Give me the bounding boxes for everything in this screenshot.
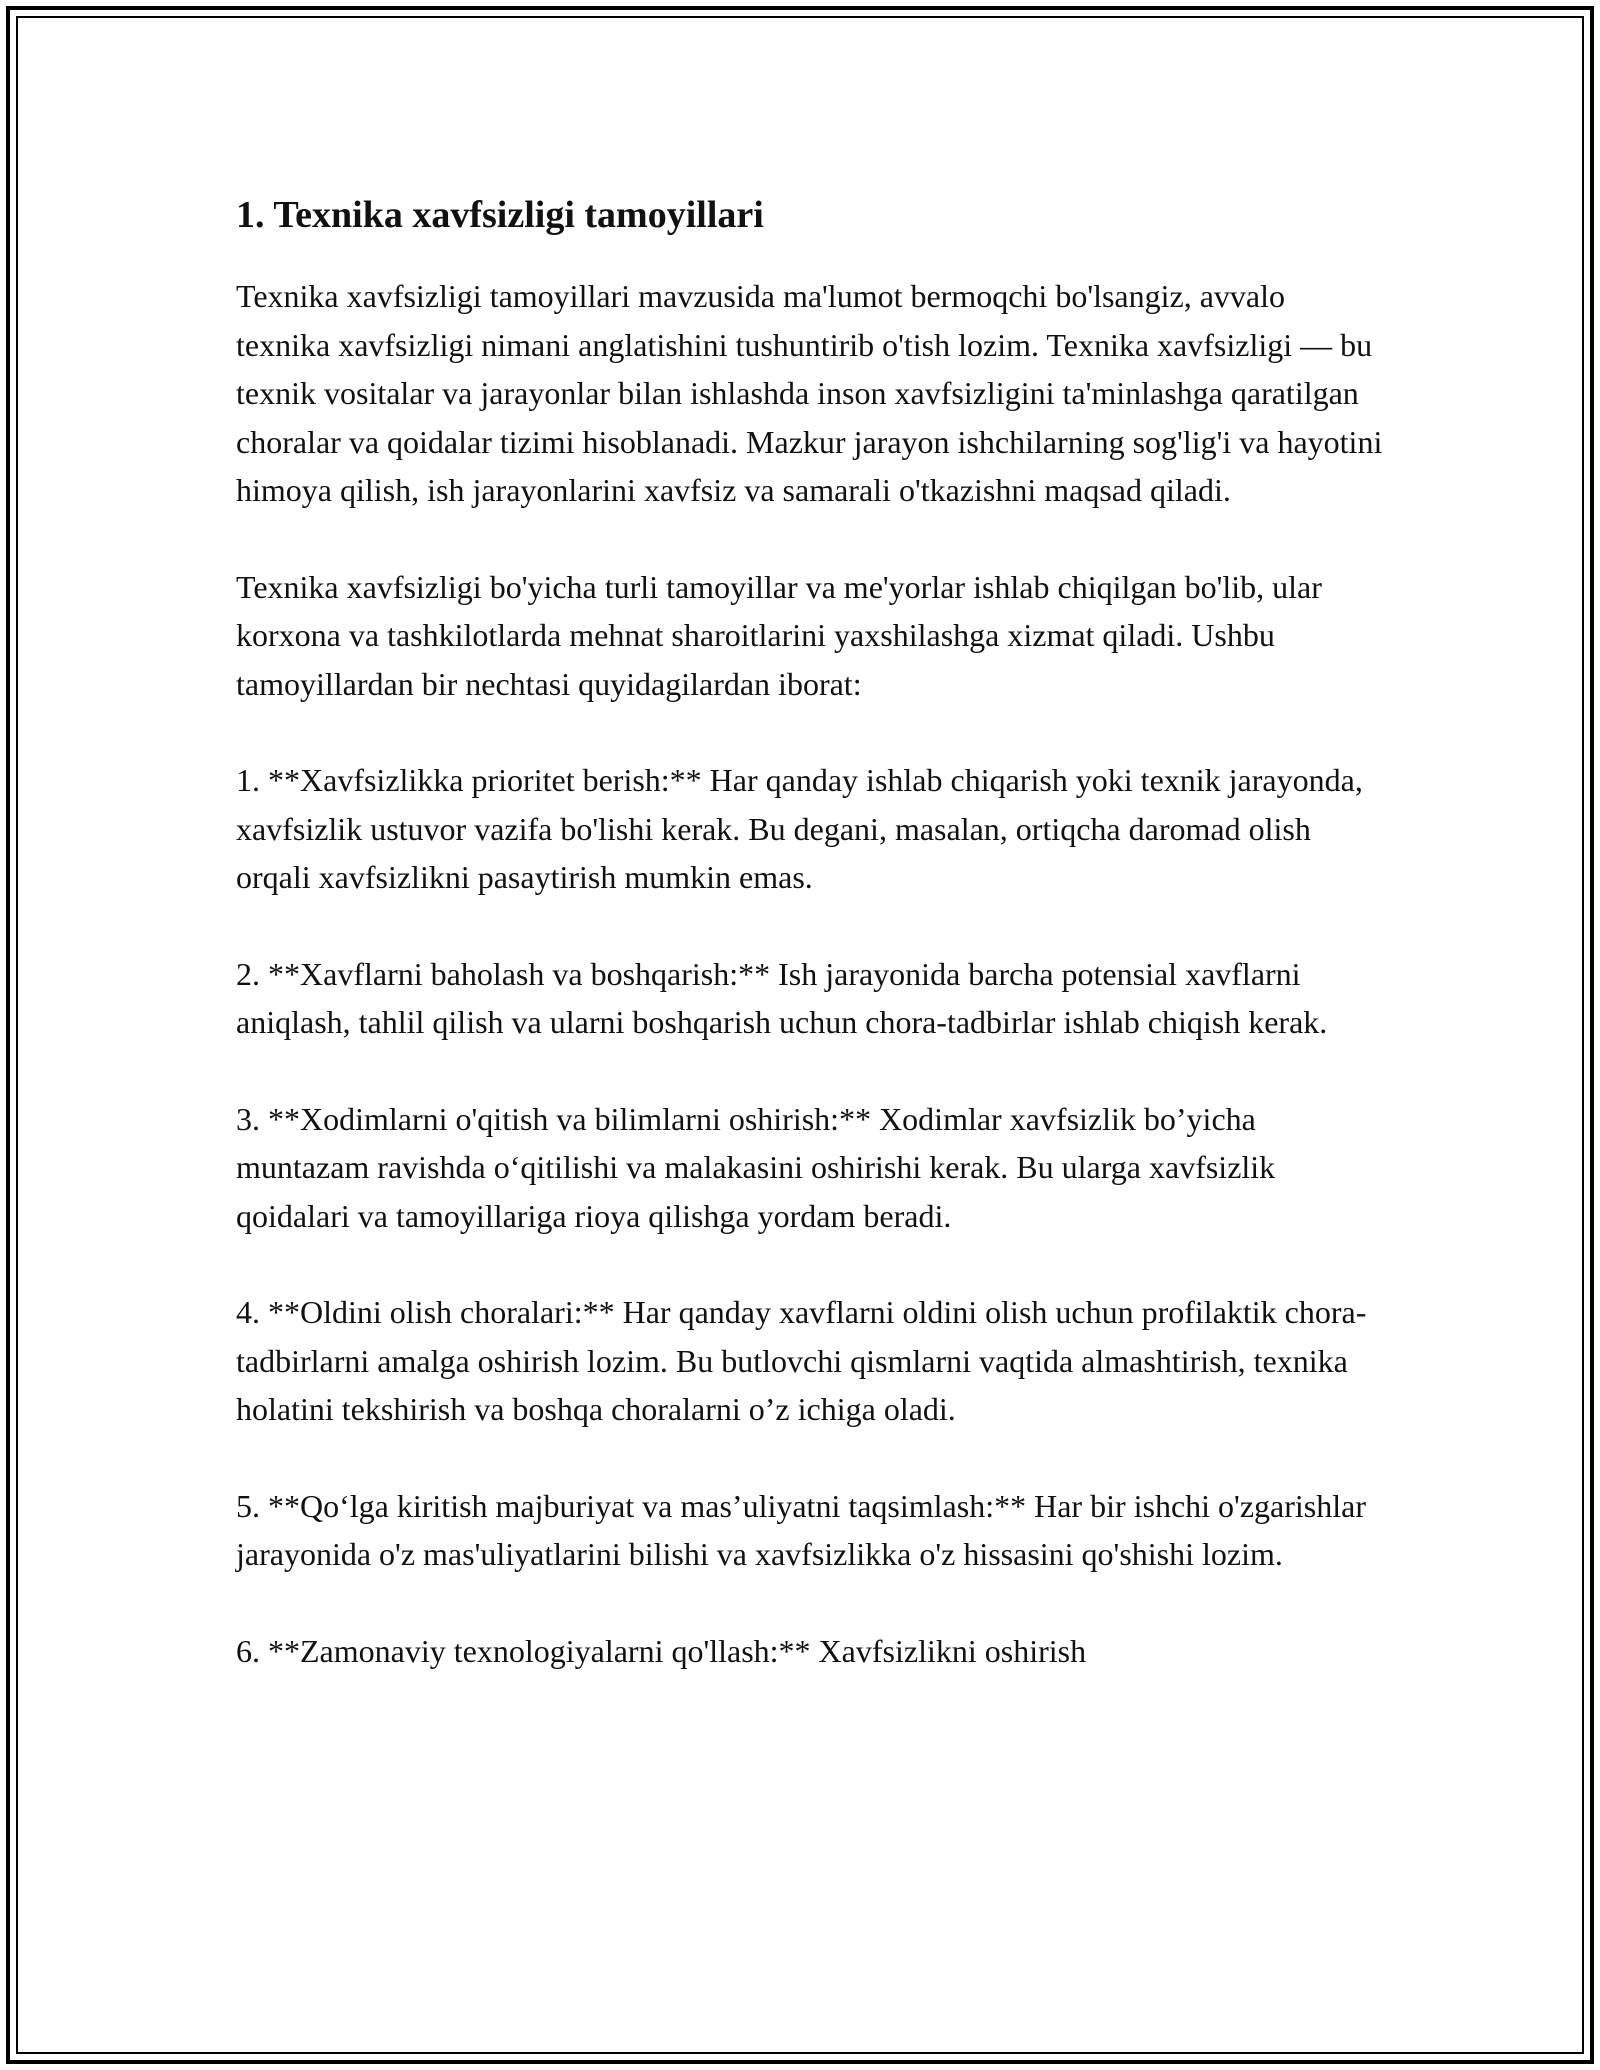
- list-item-4: 4. **Oldini olish choralari:** Har qanday xavflarni oldini olish uchun profilaktik chora-tadbirlarni amalga oshirish lozim. Bu butlovchi qismlarni vaqtida almashtirish, texnika holatini tekshirish va boshqa choralarni o’z ichiga oladi.: [236, 1294, 1367, 1427]
- list-item-2: 2. **Xavflarni baholash va boshqarish:** Ish jarayonida barcha potensial xavflarni aniqlash, tahlil qilish va ularni boshqarish uchun chora-tadbirlar ishlab chiqish kerak.: [236, 955, 1328, 1040]
- paragraph-principles-intro: Texnika xavfsizligi bo'yicha turli tamoyillar va me'yorlar ishlab chiqilgan bo'lib, ular korxona va tashkilotlarda mehnat sharoitlarini yaxshilashga xizmat qiladi. Ushbu tamoyillardan bir nechtasi quyidagilardan iborat:: [236, 568, 1322, 702]
- list-item-3: 3. **Xodimlarni o'qitish va bilimlarni oshirish:** Xodimlar xavfsizlik bo’yicha muntazam ravishda o‘qitilishi va malakasini oshirishi kerak. Bu ularga xavfsizlik qoidalari va tamoyillariga rioya qilishga yordam beradi.: [236, 1100, 1276, 1234]
- list-item-6: 6. **Zamonaviy texnologiyalarni qo'llash:** Xavfsizlikni oshirish: [236, 1632, 1087, 1669]
- paragraph-intro: Texnika xavfsizligi tamoyillari mavzusida ma'lumot bermoqchi bo'lsangiz, avvalo texnika xavfsizligi nimani anglatishini tushuntirib o'tish lozim. Texnika xavfsizligi — bu texnik vositalar va jarayonlar bilan ishlashda inson xavfsizligini ta'minlashga qaratilgan choralar va qoidalar tizimi hisoblanadi. Mazkur jarayon ishchilarning sog'lig'i va hayotini himoya qilish, ish jarayonlarini xavfsiz va samarali o'tkazishni maqsad qiladi.: [236, 278, 1383, 508]
- document-title: 1. Texnika xavfsizligi tamoyillari: [236, 194, 764, 236]
- list-item-5: 5. **Qo‘lga kiritish majburiyat va mas’uliyatni taqsimlash:** Har bir ishchi o'zgarishlar jarayonida o'z mas'uliyatlarini bilishi va xavfsizlikka o'z hissasini qo'shishi lozim.: [236, 1487, 1366, 1572]
- document-body: [236, 188, 1386, 1675]
- list-item-1: 1. **Xavfsizlikka prioritet berish:** Har qanday ishlab chiqarish yoki texnik jarayonda, xavfsizlik ustuvor vazifa bo'lishi kerak. Bu degani, masalan, ortiqcha daromad olish orqali xavfsizlikni pasaytirish mumkin emas.: [236, 762, 1363, 895]
